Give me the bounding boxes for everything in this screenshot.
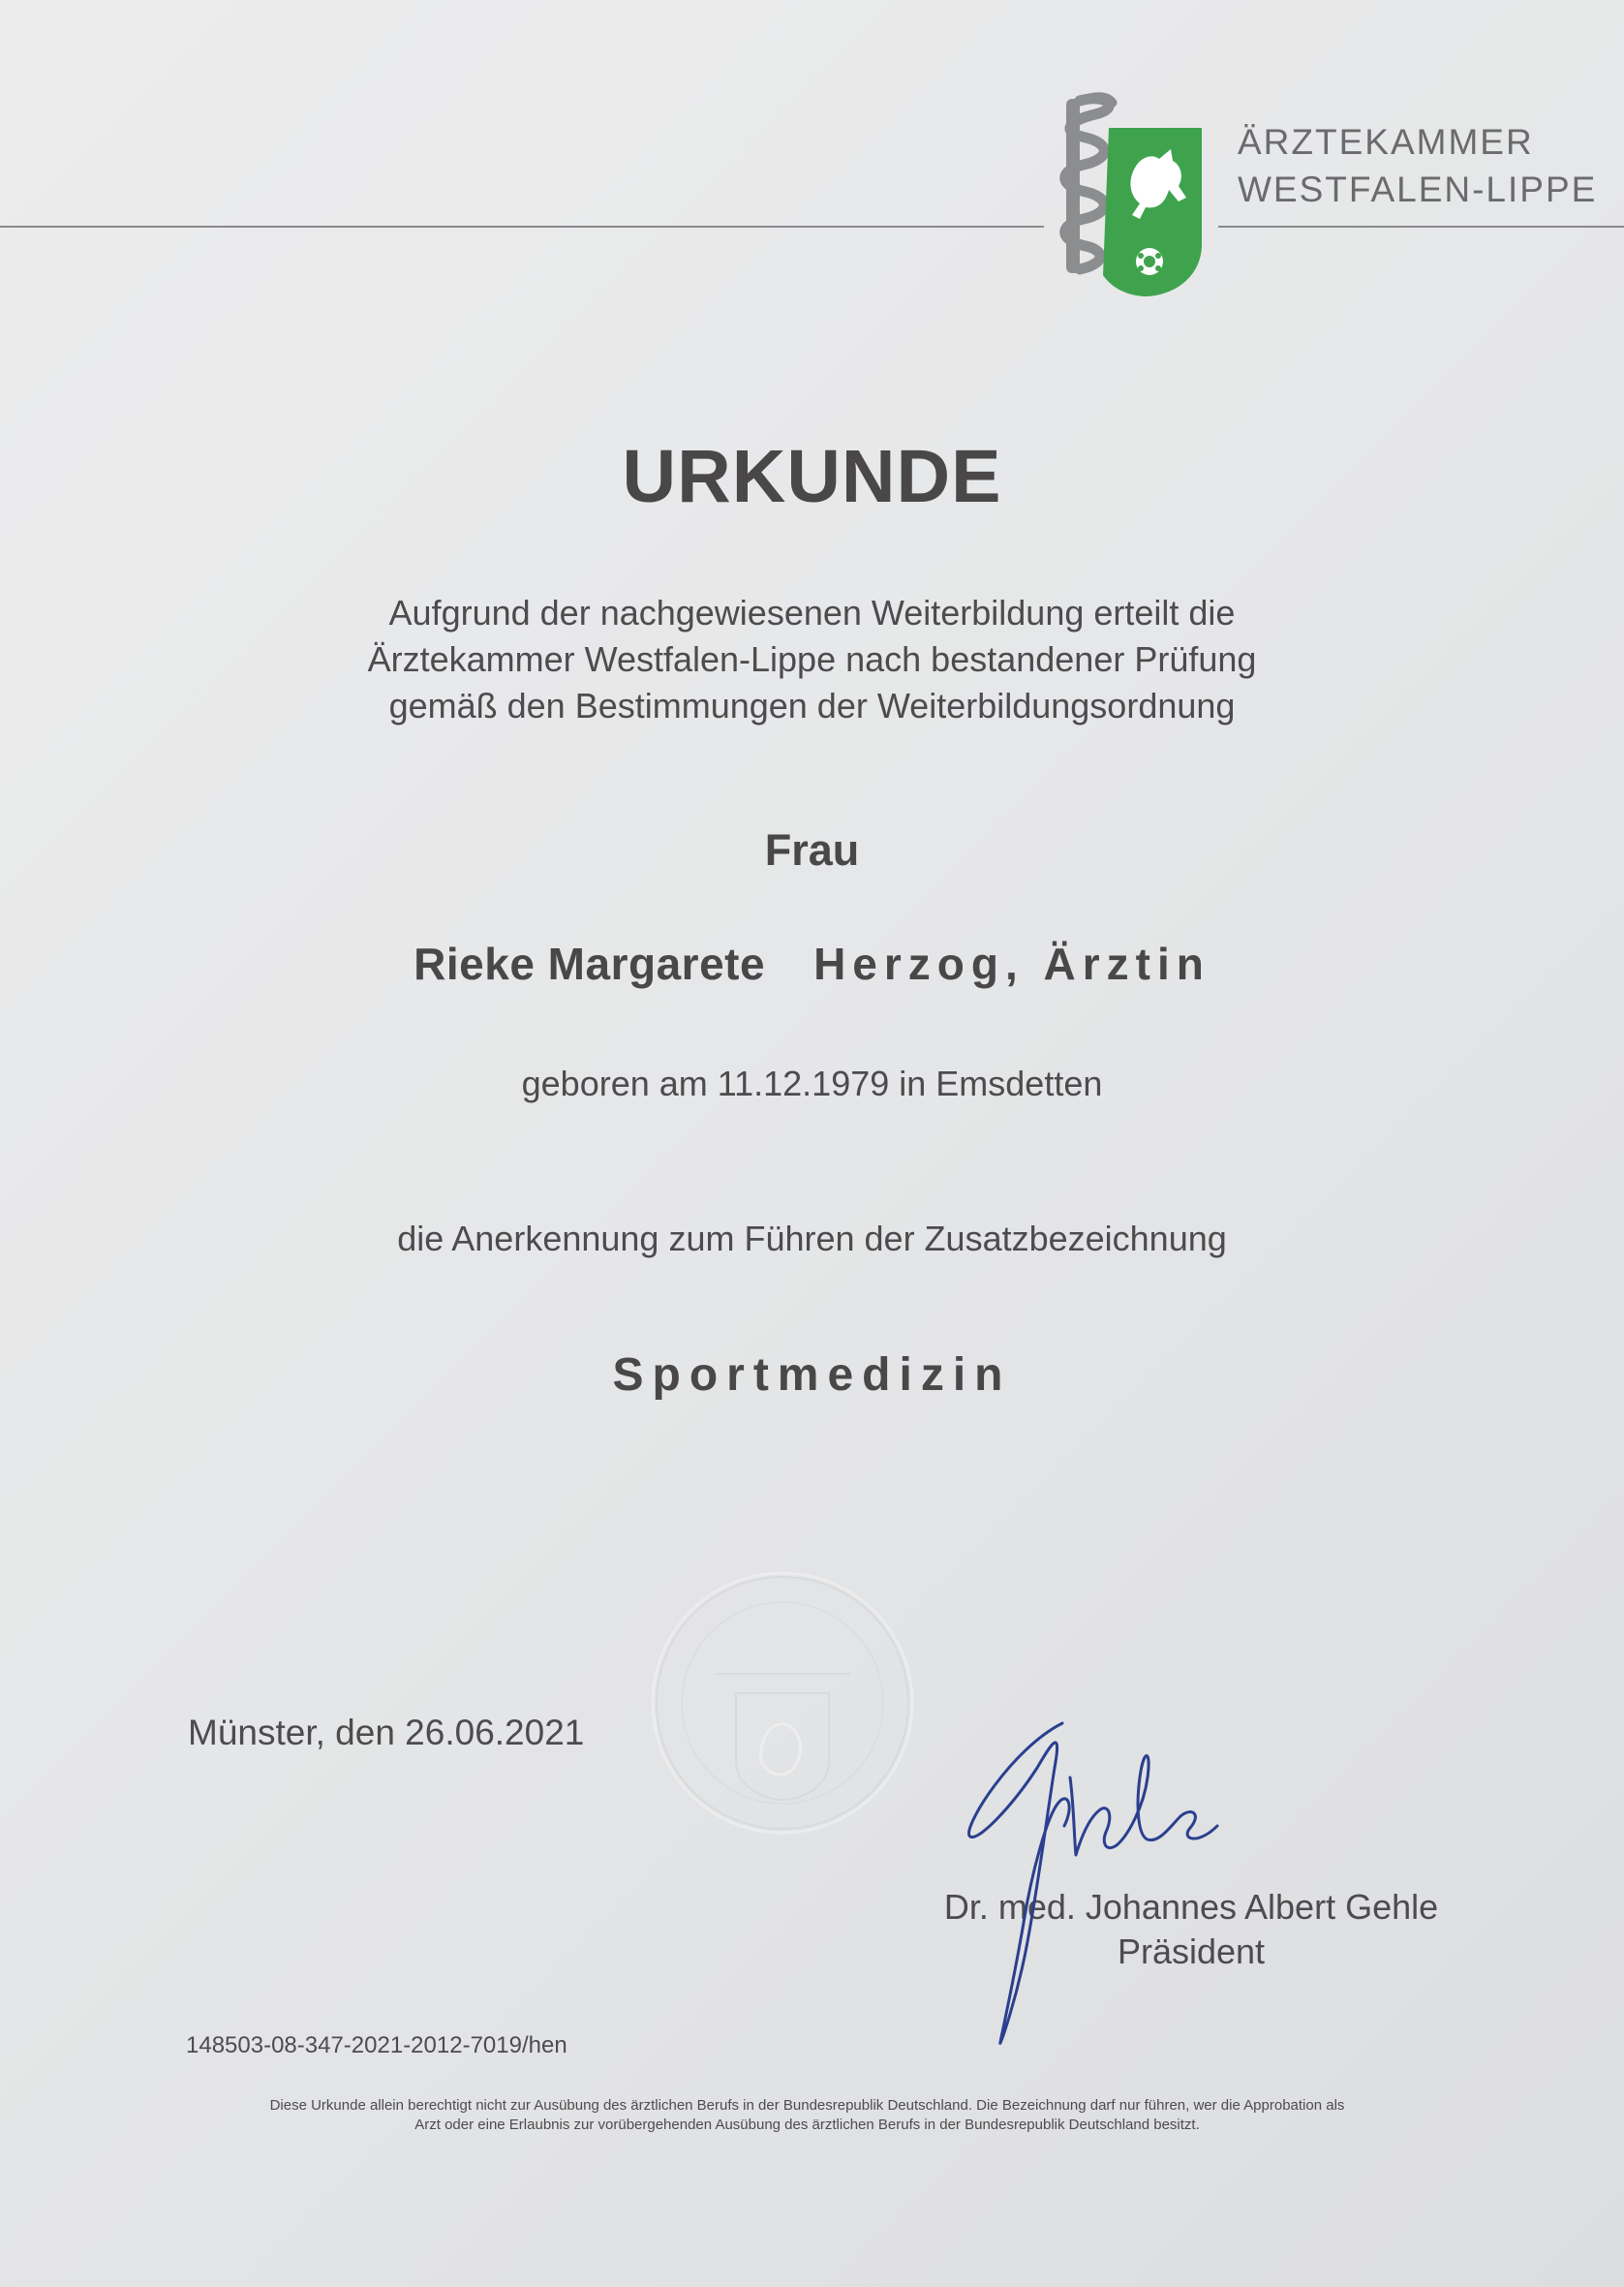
organization-name-line1: ÄRZTEKAMMER — [1238, 122, 1534, 162]
intro-line-1: Aufgrund der nachgewiesenen Weiterbildung erteilt die — [388, 593, 1236, 633]
handwritten-signature — [954, 1710, 1244, 2054]
certificate-intro — [0, 590, 1624, 729]
recipient-given-names: Rieke Margarete — [414, 939, 766, 989]
legal-disclaimer — [0, 2096, 1614, 2135]
signatory-role: Präsident — [1117, 1932, 1266, 1971]
header-rule-left — [0, 226, 1044, 228]
specialty-designation: Sportmedizin — [612, 1349, 1012, 1401]
signatory-name: Dr. med. Johannes Albert Gehle — [943, 1887, 1439, 1927]
recognition-statement: die Anerkennung zum Führen der Zusatzbezeichnung — [397, 1219, 1227, 1258]
embossed-seal — [647, 1567, 918, 1839]
place-and-date: Münster, den 26.06.2021 — [188, 1713, 585, 1752]
birth-details: geboren am 11.12.1979 in Emsdetten — [521, 1064, 1103, 1103]
reference-number: 148503-08-347-2021-2012-7019/hen — [186, 2032, 567, 2058]
aerztekammer-logo — [1051, 89, 1206, 302]
recipient-surname-title: Herzog, Ärztin — [813, 939, 1210, 989]
intro-line-2: Ärztekammer Westfalen-Lippe nach bestandener Prüfung — [367, 639, 1257, 679]
intro-line-3: gemäß den Bestimmungen der Weiterbildungsordnung — [388, 686, 1236, 726]
header-rule-right — [1218, 226, 1624, 228]
salutation: Frau — [764, 825, 860, 875]
organization-name-line2: WESTFALEN-LIPPE — [1238, 170, 1598, 209]
disclaimer-line-1: Diese Urkunde allein berechtigt nicht zur Ausübung des ärztlichen Berufs in der Bundesrepublik Deutschland. Die Bezeichnung darf nur führen, wer die Approbation als — [269, 2097, 1345, 2114]
disclaimer-line-2: Arzt oder eine Erlaubnis zur vorübergehenden Ausübung des ärztlichen Berufs in der Bundesrepublik Deutschland besitzt. — [414, 2117, 1200, 2133]
certificate-title: URKUNDE — [622, 435, 1002, 518]
organization-name — [1238, 118, 1597, 213]
recipient-name — [0, 938, 1624, 990]
